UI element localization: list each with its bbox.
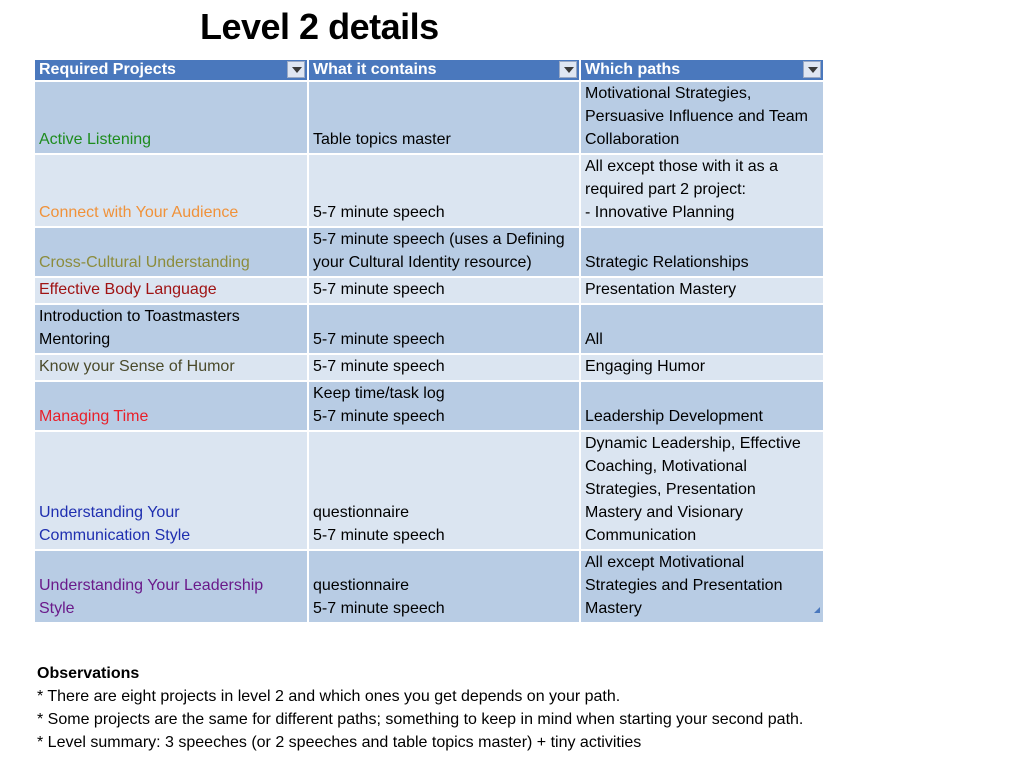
table-row bbox=[34, 354, 824, 381]
contains-cell-line: 5-7 minute speech bbox=[313, 331, 445, 348]
project-cell-line: Understanding Your Leadership bbox=[39, 577, 264, 594]
paths-cell bbox=[580, 277, 824, 304]
table-row bbox=[34, 227, 824, 277]
project-cell-line: Understanding Your bbox=[39, 504, 180, 521]
contains-cell bbox=[308, 354, 580, 381]
contains-cell bbox=[308, 227, 580, 277]
paths-cell-line: Strategies, Presentation bbox=[585, 481, 756, 498]
paths-cell-line: Communication bbox=[585, 527, 697, 544]
contains-cell-line: Table topics master bbox=[313, 131, 451, 148]
project-cell bbox=[34, 277, 308, 304]
contains-cell-line: questionnaire bbox=[313, 504, 410, 521]
table-row bbox=[34, 154, 824, 227]
contains-cell bbox=[308, 154, 580, 227]
paths-cell-line: All except those with it as a bbox=[585, 158, 778, 175]
project-cell-line: Mentoring bbox=[39, 331, 111, 348]
page-title: Level 2 details bbox=[200, 6, 439, 47]
contains-cell-line: 5-7 minute speech (uses a Defining bbox=[313, 231, 565, 248]
paths-cell-line: Leadership Development bbox=[585, 408, 763, 425]
table-row bbox=[34, 381, 824, 431]
filter-dropdown-icon[interactable] bbox=[803, 61, 821, 78]
project-cell-line: Style bbox=[39, 600, 75, 617]
project-cell-line: Know your Sense of Humor bbox=[39, 358, 235, 375]
paths-cell-line: Collaboration bbox=[585, 131, 680, 148]
paths-cell bbox=[580, 81, 824, 154]
project-cell-line: Effective Body Language bbox=[39, 281, 217, 298]
paths-cell bbox=[580, 381, 824, 431]
contains-cell bbox=[308, 81, 580, 154]
paths-cell-line: Coaching, Motivational bbox=[585, 458, 747, 475]
paths-cell bbox=[580, 154, 824, 227]
paths-cell-line: Mastery bbox=[585, 600, 642, 617]
contains-cell-line: questionnaire bbox=[313, 577, 410, 594]
contains-cell-line: 5-7 minute speech bbox=[313, 281, 445, 298]
table-row bbox=[34, 304, 824, 354]
contains-cell-line: 5-7 minute speech bbox=[313, 600, 445, 617]
header-required-projects bbox=[34, 59, 308, 81]
table-body bbox=[34, 81, 824, 623]
project-cell bbox=[34, 354, 308, 381]
filter-dropdown-icon[interactable] bbox=[287, 61, 305, 78]
header-label: Which paths bbox=[585, 61, 681, 78]
observation-item: * Some projects are the same for different paths; something to keep in mind when starting your second path. bbox=[37, 711, 804, 728]
project-cell-line: Introduction to Toastmasters bbox=[39, 308, 240, 325]
table-header-row bbox=[34, 59, 824, 81]
contains-cell-line: Keep time/task log bbox=[313, 385, 445, 402]
project-cell bbox=[34, 550, 308, 623]
project-cell bbox=[34, 431, 308, 550]
paths-cell-line: All bbox=[585, 331, 603, 348]
contains-cell-line: your Cultural Identity resource) bbox=[313, 254, 532, 271]
project-cell-line: Managing Time bbox=[39, 408, 149, 425]
table-row bbox=[34, 277, 824, 304]
paths-cell bbox=[580, 550, 824, 623]
table-row bbox=[34, 431, 824, 550]
contains-cell bbox=[308, 304, 580, 354]
project-cell-line: Cross-Cultural Understanding bbox=[39, 254, 250, 271]
paths-cell-line: Persuasive Influence and Team bbox=[585, 108, 808, 125]
project-cell bbox=[34, 304, 308, 354]
paths-cell-line: - Innovative Planning bbox=[585, 204, 735, 221]
paths-cell bbox=[580, 227, 824, 277]
contains-cell-line: 5-7 minute speech bbox=[313, 408, 445, 425]
paths-cell-line: All except Motivational bbox=[585, 554, 745, 571]
project-cell bbox=[34, 81, 308, 154]
header-label: Required Projects bbox=[39, 61, 176, 78]
contains-cell bbox=[308, 277, 580, 304]
filter-dropdown-icon[interactable] bbox=[559, 61, 577, 78]
observations bbox=[37, 662, 803, 754]
project-cell bbox=[34, 381, 308, 431]
header-which-paths bbox=[580, 59, 824, 81]
table-row bbox=[34, 550, 824, 623]
contains-cell-line: 5-7 minute speech bbox=[313, 358, 445, 375]
observation-item: * There are eight projects in level 2 and which ones you get depends on your path. bbox=[37, 688, 621, 705]
paths-cell-line: Motivational Strategies, bbox=[585, 85, 752, 102]
header-what-it-contains bbox=[308, 59, 580, 81]
contains-cell bbox=[308, 381, 580, 431]
contains-cell bbox=[308, 550, 580, 623]
project-cell bbox=[34, 154, 308, 227]
project-cell-line: Connect with Your Audience bbox=[39, 204, 239, 221]
paths-cell-line: required part 2 project: bbox=[585, 181, 746, 198]
header-label: What it contains bbox=[313, 61, 437, 78]
paths-cell-line: Strategies and Presentation bbox=[585, 577, 783, 594]
project-cell bbox=[34, 227, 308, 277]
contains-cell-line: 5-7 minute speech bbox=[313, 527, 445, 544]
paths-cell bbox=[580, 431, 824, 550]
paths-cell bbox=[580, 304, 824, 354]
paths-cell-line: Strategic Relationships bbox=[585, 254, 749, 271]
paths-cell-line: Engaging Humor bbox=[585, 358, 706, 375]
paths-cell-line: Presentation Mastery bbox=[585, 281, 737, 298]
contains-cell-line: 5-7 minute speech bbox=[313, 204, 445, 221]
project-cell-line: Active Listening bbox=[39, 131, 152, 148]
observation-item: * Level summary: 3 speeches (or 2 speeches and table topics master) + tiny activities bbox=[37, 734, 642, 751]
project-cell-line: Communication Style bbox=[39, 527, 191, 544]
table-row bbox=[34, 81, 824, 154]
level-2-table bbox=[33, 58, 825, 624]
observations-title: Observations bbox=[37, 665, 140, 682]
paths-cell-line: Mastery and Visionary bbox=[585, 504, 743, 521]
paths-cell-line: Dynamic Leadership, Effective bbox=[585, 435, 801, 452]
paths-cell bbox=[580, 354, 824, 381]
contains-cell bbox=[308, 431, 580, 550]
